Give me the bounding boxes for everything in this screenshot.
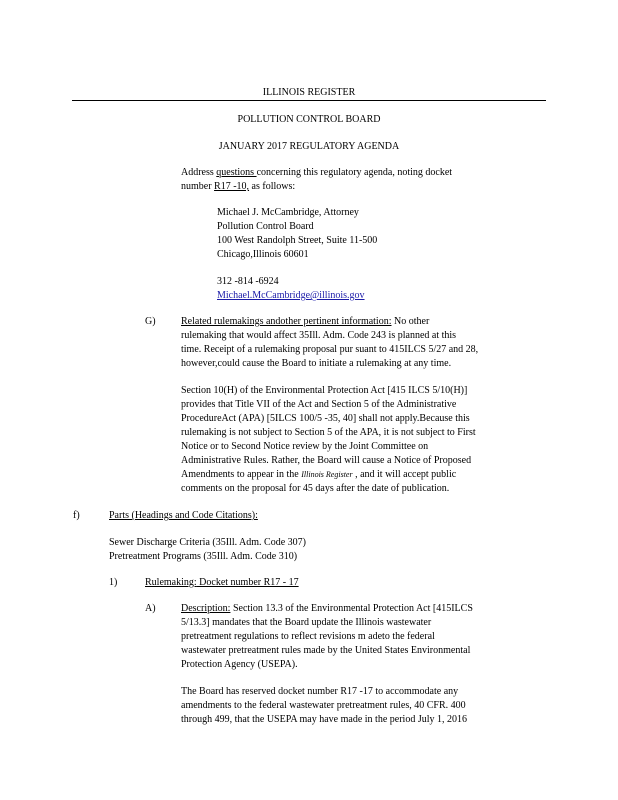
section-f-heading: Parts (Headings and Code Citations): (109, 510, 258, 521)
section-g-line-4: however,could cause the Board to initiate a rulemaking at any time. (181, 358, 452, 369)
part-pretreatment: Pretreatment Programs (35Ill. Adm. Code 310) (109, 551, 298, 562)
item-a-line-4: wastewater pretreatment rules made by the United States Environmental (181, 645, 471, 656)
contact-email-link[interactable]: Michael.McCambridge@illinois.gov (217, 290, 365, 301)
address-line-2: number R17 -10, as follows: (181, 181, 296, 192)
section-g-para2-line-7: Amendments to appear in the Illinois Register , and it will accept public (181, 469, 457, 480)
item-a-para2-line-1: The Board has reserved docket number R17 -17 to accommodate any (181, 686, 459, 697)
contact-org: Pollution Control Board (217, 221, 314, 232)
agenda-title: JANUARY 2017 REGULATORY AGENDA (218, 141, 400, 152)
item-a-line-5: Protection Agency (USEPA). (181, 659, 298, 670)
docket-number-underlined: R17 -10, (214, 181, 250, 192)
section-g-para2-line-4: rulemaking is not subject to Section 5 of the APA, it is not subject to First (181, 427, 476, 438)
illinois-register-italic: Illinois Register (301, 470, 353, 479)
item-a-line-1: Description: Section 13.3 of the Environmental Protection Act [415ILCS (181, 603, 473, 614)
description-heading: Description: (181, 603, 231, 614)
section-g-para2-line-6: Administrative Rules. Rather, the Board will cause a Notice of Proposed (181, 455, 472, 466)
part-sewer-discharge: Sewer Discharge Criteria (35Ill. Adm. Code 307) (109, 537, 306, 548)
item-1-heading: Rulemaking: Docket number R17 - 17 (145, 577, 299, 588)
section-g-heading: Related rulemakings andother pertinent information: (181, 316, 392, 327)
item-a-line-2: 5/13.3] mandates that the Board update the Illinois wastewater (181, 617, 432, 628)
section-g-line-2: rulemaking that would affect 35Ill. Adm. Code 243 is planned at this (181, 330, 457, 341)
section-f-label: f) (73, 510, 80, 521)
section-g-label: G) (145, 316, 156, 327)
section-g-para2-line-2: provides that Title VII of the Act and Section 5 of the Administrative (181, 399, 457, 410)
section-g-line-3: time. Receipt of a rulemaking proposal pur suant to 415ILCS 5/27 and 28, (181, 344, 479, 355)
contact-name: Michael J. McCambridge, Attorney (217, 207, 359, 218)
register-title: ILLINOIS REGISTER (262, 87, 356, 98)
contact-phone: 312 -814 -6924 (217, 276, 279, 287)
item-a-para2-line-2: amendments to the federal wastewater pretreatment rules, 40 CFR. 400 (181, 700, 466, 711)
questions-underlined: questions (216, 167, 257, 178)
board-title: POLLUTION CONTROL BOARD (237, 114, 381, 125)
item-1-label: 1) (109, 577, 118, 588)
item-a-para2-line-3: through 499, that the USEPA may have made in the period July 1, 2016 (181, 714, 467, 725)
contact-city: Chicago,Illinois 60601 (217, 249, 309, 260)
section-g-para2-line-3: ProcedureAct (APA) [5ILCS 100/5 -35, 40] shall not apply.Because this (181, 413, 470, 424)
section-g-line-1: Related rulemakings andother pertinent information: No other (181, 316, 430, 327)
section-g-para2-line-5: Notice or to Second Notice review by the Joint Committee on (181, 441, 429, 452)
address-line-1: Address questions concerning this regulatory agenda, noting docket (181, 167, 453, 178)
section-g-para2-line-1: Section 10(H) of the Environmental Protection Act [415 ILCS 5/10(H)] (181, 385, 468, 396)
item-a-label: A) (145, 603, 156, 614)
section-g-para2-line-8: comments on the proposal for 45 days after the date of publication. (181, 483, 450, 494)
contact-street: 100 West Randolph Street, Suite 11-500 (217, 235, 378, 246)
header-divider (72, 100, 546, 101)
item-a-line-3: pretreatment regulations to reflect revisions m adeto the federal (181, 631, 435, 642)
